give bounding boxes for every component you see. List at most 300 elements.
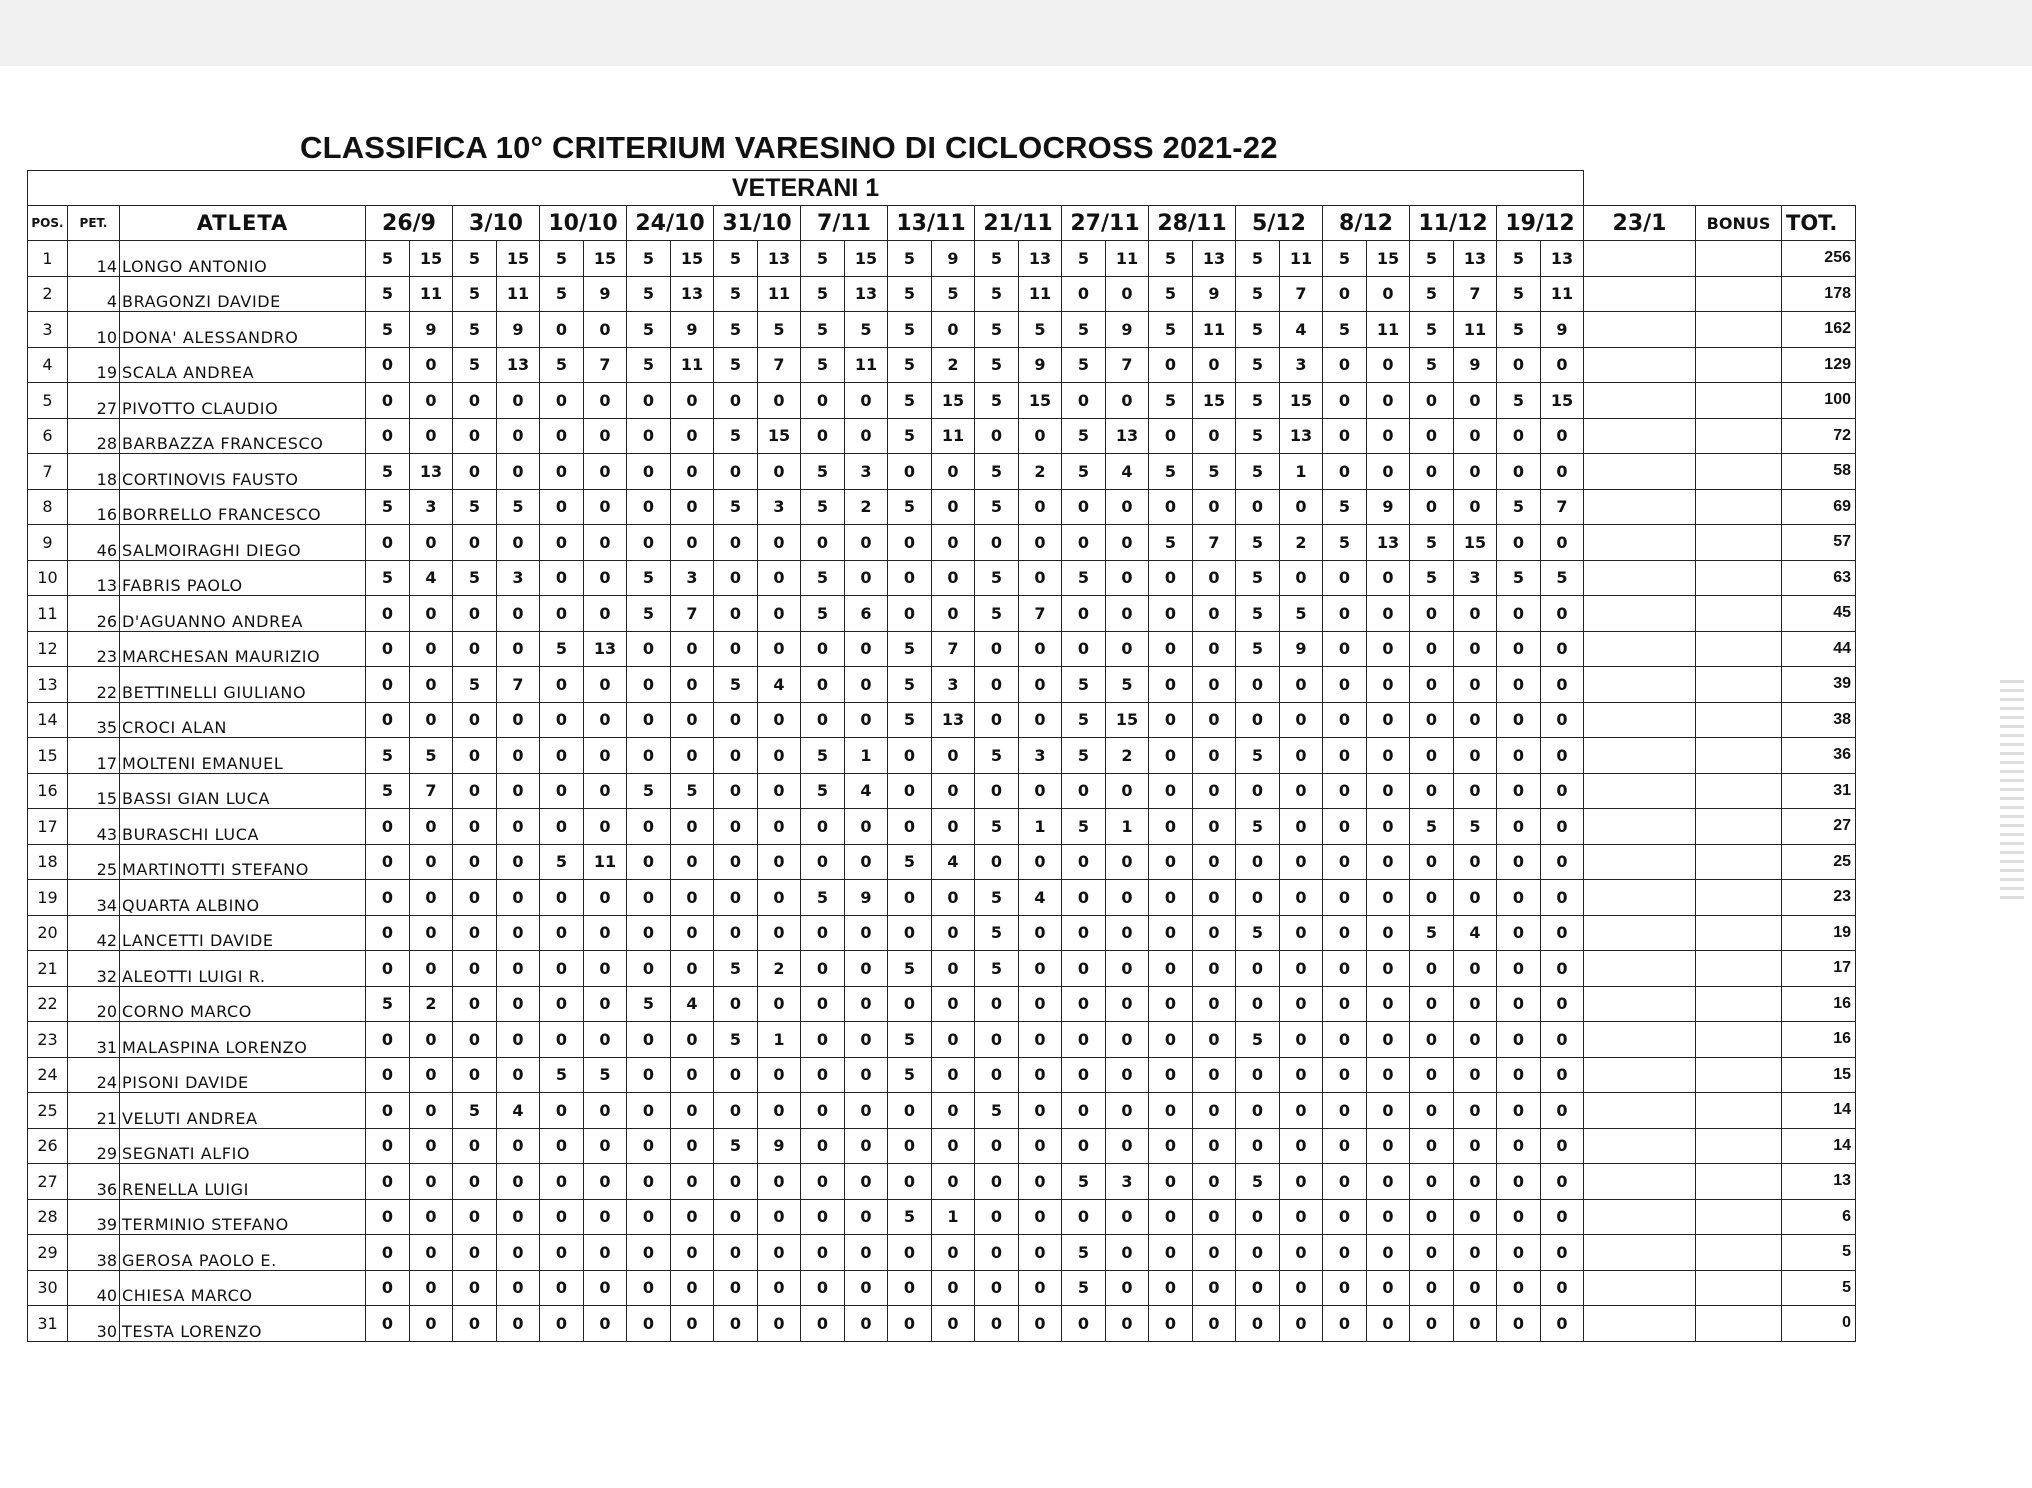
points-cell: 0 [758, 1093, 801, 1129]
points-cell: 9 [845, 880, 888, 916]
points-cell: 0 [1497, 1270, 1541, 1306]
points-cell: 5 [1149, 383, 1193, 419]
points-cell: 5 [801, 347, 845, 383]
points-cell: 0 [671, 1235, 714, 1271]
points-cell: 0 [366, 880, 410, 916]
points-cell: 5 [1062, 347, 1106, 383]
points-cell: 0 [1323, 1128, 1367, 1164]
points-cell: 0 [801, 667, 845, 703]
points-cell: 0 [1236, 844, 1280, 880]
points-cell: 0 [1323, 951, 1367, 987]
points-cell: 9 [1106, 312, 1149, 348]
points-cell: 0 [1106, 560, 1149, 596]
points-cell: 0 [1280, 1022, 1323, 1058]
points-cell: 0 [932, 560, 975, 596]
points-cell: 0 [627, 631, 671, 667]
athlete-name-cell: LANCETTI DAVIDE [120, 915, 366, 951]
points-cell: 0 [1062, 525, 1106, 561]
points-cell: 0 [932, 1057, 975, 1093]
points-cell: 15 [932, 383, 975, 419]
points-cell: 0 [627, 1164, 671, 1200]
bonus-cell [1696, 809, 1782, 845]
points-cell: 0 [1410, 844, 1454, 880]
points-cell: 0 [1193, 489, 1236, 525]
points-cell: 0 [1367, 915, 1410, 951]
points-cell: 0 [845, 1164, 888, 1200]
total-cell: 6 [1782, 1199, 1856, 1235]
points-cell: 0 [1106, 1022, 1149, 1058]
points-cell: 0 [410, 1164, 453, 1200]
total-cell: 39 [1782, 667, 1856, 703]
points-cell: 0 [497, 986, 540, 1022]
points-cell: 0 [1019, 1306, 1062, 1342]
position-cell: 20 [28, 915, 68, 951]
points-cell: 5 [366, 738, 410, 774]
points-cell: 5 [627, 596, 671, 632]
total-cell: 256 [1782, 241, 1856, 277]
points-cell: 0 [1367, 667, 1410, 703]
points-cell: 3 [671, 560, 714, 596]
points-cell: 0 [758, 880, 801, 916]
table-row [28, 418, 1856, 454]
points-cell: 0 [366, 1128, 410, 1164]
athlete-name-cell: MALASPINA LORENZO [120, 1022, 366, 1058]
points-cell: 0 [801, 986, 845, 1022]
points-cell: 0 [1410, 667, 1454, 703]
points-cell: 5 [453, 312, 497, 348]
points-cell: 5 [671, 773, 714, 809]
points-cell: 0 [453, 1164, 497, 1200]
bonus-cell [1696, 702, 1782, 738]
points-cell: 0 [1280, 667, 1323, 703]
table-row [28, 525, 1856, 561]
bib-number-cell: 34 [68, 880, 120, 916]
points-cell: 0 [1497, 596, 1541, 632]
extra-date-cell [1584, 738, 1696, 774]
header-bonus: BONUS [1696, 206, 1782, 241]
points-cell: 11 [410, 276, 453, 312]
points-cell: 0 [497, 1270, 540, 1306]
points-cell: 0 [1149, 1057, 1193, 1093]
bonus-cell [1696, 489, 1782, 525]
points-cell: 0 [540, 1164, 584, 1200]
points-cell: 0 [1410, 1164, 1454, 1200]
points-cell: 0 [671, 1270, 714, 1306]
points-cell: 0 [627, 1235, 671, 1271]
position-cell: 7 [28, 454, 68, 490]
points-cell: 0 [1323, 1057, 1367, 1093]
points-cell: 0 [540, 809, 584, 845]
points-cell: 4 [671, 986, 714, 1022]
points-cell: 0 [1367, 383, 1410, 419]
table-row [28, 809, 1856, 845]
points-cell: 5 [627, 773, 671, 809]
points-cell: 0 [540, 312, 584, 348]
points-cell: 0 [671, 738, 714, 774]
points-cell: 0 [888, 1235, 932, 1271]
points-cell: 0 [584, 1306, 627, 1342]
points-cell: 0 [1410, 1022, 1454, 1058]
points-cell: 0 [1193, 347, 1236, 383]
points-cell: 0 [366, 383, 410, 419]
points-cell: 0 [1062, 880, 1106, 916]
position-cell: 3 [28, 312, 68, 348]
points-cell: 0 [758, 809, 801, 845]
points-cell: 0 [1367, 276, 1410, 312]
points-cell: 0 [1149, 986, 1193, 1022]
points-cell: 0 [671, 489, 714, 525]
points-cell: 0 [845, 667, 888, 703]
extra-date-cell [1584, 383, 1696, 419]
points-cell: 0 [932, 951, 975, 987]
points-cell: 5 [888, 1022, 932, 1058]
points-cell: 5 [801, 596, 845, 632]
points-cell: 0 [1367, 880, 1410, 916]
points-cell: 0 [1193, 631, 1236, 667]
points-cell: 0 [453, 1235, 497, 1271]
bib-number-cell: 22 [68, 667, 120, 703]
points-cell: 0 [932, 454, 975, 490]
points-cell: 0 [1236, 667, 1280, 703]
points-cell: 0 [410, 383, 453, 419]
points-cell: 0 [714, 702, 758, 738]
points-cell: 5 [1062, 1164, 1106, 1200]
points-cell: 0 [1454, 844, 1497, 880]
points-cell: 0 [366, 1093, 410, 1129]
points-cell: 5 [453, 667, 497, 703]
points-cell: 0 [1280, 489, 1323, 525]
points-cell: 0 [410, 1199, 453, 1235]
extra-date-cell [1584, 525, 1696, 561]
points-cell: 5 [975, 596, 1019, 632]
header-date: 24/10 [627, 206, 714, 241]
points-cell: 0 [1323, 702, 1367, 738]
header-pet: PET. [68, 206, 120, 241]
points-cell: 7 [497, 667, 540, 703]
points-cell: 0 [1367, 1235, 1410, 1271]
points-cell: 6 [845, 596, 888, 632]
bib-number-cell: 16 [68, 489, 120, 525]
points-cell: 0 [975, 1199, 1019, 1235]
bib-number-cell: 14 [68, 241, 120, 277]
total-cell: 45 [1782, 596, 1856, 632]
points-cell: 0 [1367, 1164, 1410, 1200]
points-cell: 11 [1454, 312, 1497, 348]
table-row [28, 844, 1856, 880]
total-cell: 5 [1782, 1235, 1856, 1271]
points-cell: 3 [1280, 347, 1323, 383]
points-cell: 5 [1062, 667, 1106, 703]
points-cell: 0 [1323, 844, 1367, 880]
points-cell: 0 [1149, 560, 1193, 596]
table-row [28, 631, 1856, 667]
points-cell: 0 [1323, 347, 1367, 383]
points-cell: 0 [1410, 1199, 1454, 1235]
points-cell: 0 [1106, 1270, 1149, 1306]
points-cell: 0 [1193, 915, 1236, 951]
points-cell: 0 [584, 560, 627, 596]
points-cell: 0 [932, 489, 975, 525]
points-cell: 11 [758, 276, 801, 312]
points-cell: 0 [410, 418, 453, 454]
points-cell: 0 [1410, 1128, 1454, 1164]
points-cell: 0 [1410, 1057, 1454, 1093]
points-cell: 5 [1497, 489, 1541, 525]
points-cell: 0 [1367, 986, 1410, 1022]
athlete-name-cell: BARBAZZA FRANCESCO [120, 418, 366, 454]
points-cell: 5 [888, 489, 932, 525]
points-cell: 0 [584, 1128, 627, 1164]
points-cell: 5 [888, 1199, 932, 1235]
points-cell: 0 [1323, 560, 1367, 596]
points-cell: 5 [975, 383, 1019, 419]
points-cell: 0 [975, 1164, 1019, 1200]
extra-date-cell [1584, 560, 1696, 596]
points-cell: 0 [497, 525, 540, 561]
points-cell: 0 [1062, 596, 1106, 632]
athlete-name-cell: SEGNATI ALFIO [120, 1128, 366, 1164]
points-cell: 5 [1410, 560, 1454, 596]
points-cell: 0 [1280, 738, 1323, 774]
points-cell: 5 [1062, 241, 1106, 277]
points-cell: 0 [932, 1128, 975, 1164]
points-cell: 15 [1541, 383, 1584, 419]
points-cell: 0 [932, 915, 975, 951]
points-cell: 7 [410, 773, 453, 809]
points-cell: 0 [453, 1199, 497, 1235]
points-cell: 0 [758, 1164, 801, 1200]
points-cell: 11 [932, 418, 975, 454]
points-cell: 0 [1062, 986, 1106, 1022]
points-cell: 0 [1497, 1306, 1541, 1342]
position-cell: 28 [28, 1199, 68, 1235]
bonus-cell [1696, 241, 1782, 277]
points-cell: 5 [366, 773, 410, 809]
points-cell: 13 [1193, 241, 1236, 277]
points-cell: 2 [845, 489, 888, 525]
points-cell: 4 [1454, 915, 1497, 951]
points-cell: 5 [975, 880, 1019, 916]
points-cell: 5 [540, 631, 584, 667]
points-cell: 9 [932, 241, 975, 277]
points-cell: 5 [1541, 560, 1584, 596]
points-cell: 13 [758, 241, 801, 277]
points-cell: 0 [1454, 738, 1497, 774]
points-cell: 0 [497, 1199, 540, 1235]
points-cell: 0 [888, 773, 932, 809]
points-cell: 0 [975, 1235, 1019, 1271]
points-cell: 0 [453, 809, 497, 845]
points-cell: 0 [540, 986, 584, 1022]
points-cell: 0 [1193, 418, 1236, 454]
total-cell: 5 [1782, 1270, 1856, 1306]
points-cell: 0 [497, 631, 540, 667]
total-cell: 16 [1782, 986, 1856, 1022]
points-cell: 5 [975, 951, 1019, 987]
points-cell: 0 [714, 1270, 758, 1306]
points-cell: 0 [671, 809, 714, 845]
bonus-cell [1696, 880, 1782, 916]
points-cell: 0 [540, 1306, 584, 1342]
position-cell: 10 [28, 560, 68, 596]
points-cell: 0 [888, 1270, 932, 1306]
points-cell: 0 [497, 809, 540, 845]
points-cell: 0 [1149, 1199, 1193, 1235]
points-cell: 0 [758, 986, 801, 1022]
points-cell: 0 [801, 951, 845, 987]
points-cell: 0 [1454, 631, 1497, 667]
points-cell: 0 [1410, 986, 1454, 1022]
points-cell: 0 [497, 596, 540, 632]
points-cell: 0 [1323, 1235, 1367, 1271]
points-cell: 5 [1236, 631, 1280, 667]
points-cell: 11 [1019, 276, 1062, 312]
extra-date-cell [1584, 1270, 1696, 1306]
points-cell: 11 [845, 347, 888, 383]
points-cell: 0 [540, 454, 584, 490]
points-cell: 0 [1236, 1306, 1280, 1342]
athlete-name-cell: LONGO ANTONIO [120, 241, 366, 277]
points-cell: 0 [1497, 347, 1541, 383]
position-cell: 24 [28, 1057, 68, 1093]
points-cell: 0 [671, 1199, 714, 1235]
points-cell: 5 [888, 631, 932, 667]
table-row [28, 1164, 1856, 1200]
points-cell: 0 [1541, 1270, 1584, 1306]
points-cell: 0 [497, 418, 540, 454]
points-cell: 0 [714, 1057, 758, 1093]
points-cell: 0 [497, 1164, 540, 1200]
points-cell: 0 [1454, 1057, 1497, 1093]
points-cell: 5 [1062, 1270, 1106, 1306]
points-cell: 5 [1149, 276, 1193, 312]
points-cell: 0 [584, 1270, 627, 1306]
points-cell: 4 [932, 844, 975, 880]
points-cell: 0 [1497, 1093, 1541, 1129]
bib-number-cell: 18 [68, 454, 120, 490]
points-cell: 0 [1149, 1164, 1193, 1200]
points-cell: 0 [1454, 880, 1497, 916]
total-cell: 129 [1782, 347, 1856, 383]
points-cell: 7 [1019, 596, 1062, 632]
points-cell: 0 [1019, 1128, 1062, 1164]
points-cell: 0 [1541, 844, 1584, 880]
points-cell: 0 [888, 738, 932, 774]
table-row [28, 1057, 1856, 1093]
points-cell: 0 [975, 1270, 1019, 1306]
points-cell: 1 [932, 1199, 975, 1235]
points-cell: 0 [627, 880, 671, 916]
points-cell: 0 [453, 1306, 497, 1342]
bonus-cell [1696, 1306, 1782, 1342]
athlete-name-cell: DONA' ALESSANDRO [120, 312, 366, 348]
points-cell: 0 [584, 738, 627, 774]
header-date: 8/12 [1323, 206, 1410, 241]
points-cell: 0 [975, 844, 1019, 880]
points-cell: 5 [366, 986, 410, 1022]
bib-number-cell: 40 [68, 1270, 120, 1306]
points-cell: 0 [1367, 418, 1410, 454]
points-cell: 0 [1454, 1022, 1497, 1058]
points-cell: 0 [1323, 738, 1367, 774]
bib-number-cell: 4 [68, 276, 120, 312]
points-cell: 0 [1541, 418, 1584, 454]
points-cell: 5 [410, 738, 453, 774]
points-cell: 0 [584, 1235, 627, 1271]
extra-date-cell [1584, 951, 1696, 987]
points-cell: 7 [1541, 489, 1584, 525]
category-blank [1584, 171, 1856, 206]
points-cell: 0 [1323, 454, 1367, 490]
points-cell: 3 [410, 489, 453, 525]
header-date: 21/11 [975, 206, 1062, 241]
athlete-name-cell: D'AGUANNO ANDREA [120, 596, 366, 632]
points-cell: 0 [540, 596, 584, 632]
points-cell: 1 [758, 1022, 801, 1058]
points-cell: 0 [1149, 347, 1193, 383]
points-cell: 0 [1323, 1306, 1367, 1342]
header-total: TOT. [1782, 206, 1856, 241]
points-cell: 0 [453, 773, 497, 809]
points-cell: 0 [845, 525, 888, 561]
bib-number-cell: 10 [68, 312, 120, 348]
points-cell: 0 [1454, 1093, 1497, 1129]
points-cell: 0 [1454, 489, 1497, 525]
table-row [28, 312, 1856, 348]
points-cell: 7 [758, 347, 801, 383]
points-cell: 0 [1193, 1199, 1236, 1235]
points-cell: 0 [366, 1235, 410, 1271]
points-cell: 2 [932, 347, 975, 383]
extra-date-cell [1584, 418, 1696, 454]
points-cell: 3 [1106, 1164, 1149, 1200]
points-cell: 0 [497, 844, 540, 880]
athlete-name-cell: BASSI GIAN LUCA [120, 773, 366, 809]
points-cell: 0 [1367, 1093, 1410, 1129]
points-cell: 0 [1236, 880, 1280, 916]
total-cell: 15 [1782, 1057, 1856, 1093]
points-cell: 0 [801, 631, 845, 667]
points-cell: 0 [1106, 1057, 1149, 1093]
points-cell: 15 [1019, 383, 1062, 419]
total-cell: 14 [1782, 1093, 1856, 1129]
points-cell: 0 [888, 986, 932, 1022]
points-cell: 0 [453, 951, 497, 987]
athlete-name-cell: BRAGONZI DAVIDE [120, 276, 366, 312]
points-cell: 0 [497, 773, 540, 809]
points-cell: 0 [1280, 986, 1323, 1022]
points-cell: 0 [627, 489, 671, 525]
points-cell: 5 [1236, 525, 1280, 561]
points-cell: 0 [1323, 915, 1367, 951]
extra-date-cell [1584, 347, 1696, 383]
points-cell: 0 [1280, 1093, 1323, 1129]
points-cell: 0 [1497, 844, 1541, 880]
points-cell: 0 [1193, 1306, 1236, 1342]
points-cell: 0 [758, 738, 801, 774]
points-cell: 0 [845, 1235, 888, 1271]
points-cell: 0 [540, 702, 584, 738]
points-cell: 0 [1541, 986, 1584, 1022]
total-cell: 57 [1782, 525, 1856, 561]
total-cell: 19 [1782, 915, 1856, 951]
header-pos: POS. [28, 206, 68, 241]
points-cell: 0 [975, 667, 1019, 703]
table-row [28, 489, 1856, 525]
table-row [28, 1199, 1856, 1235]
points-cell: 0 [1497, 951, 1541, 987]
points-cell: 5 [1236, 312, 1280, 348]
